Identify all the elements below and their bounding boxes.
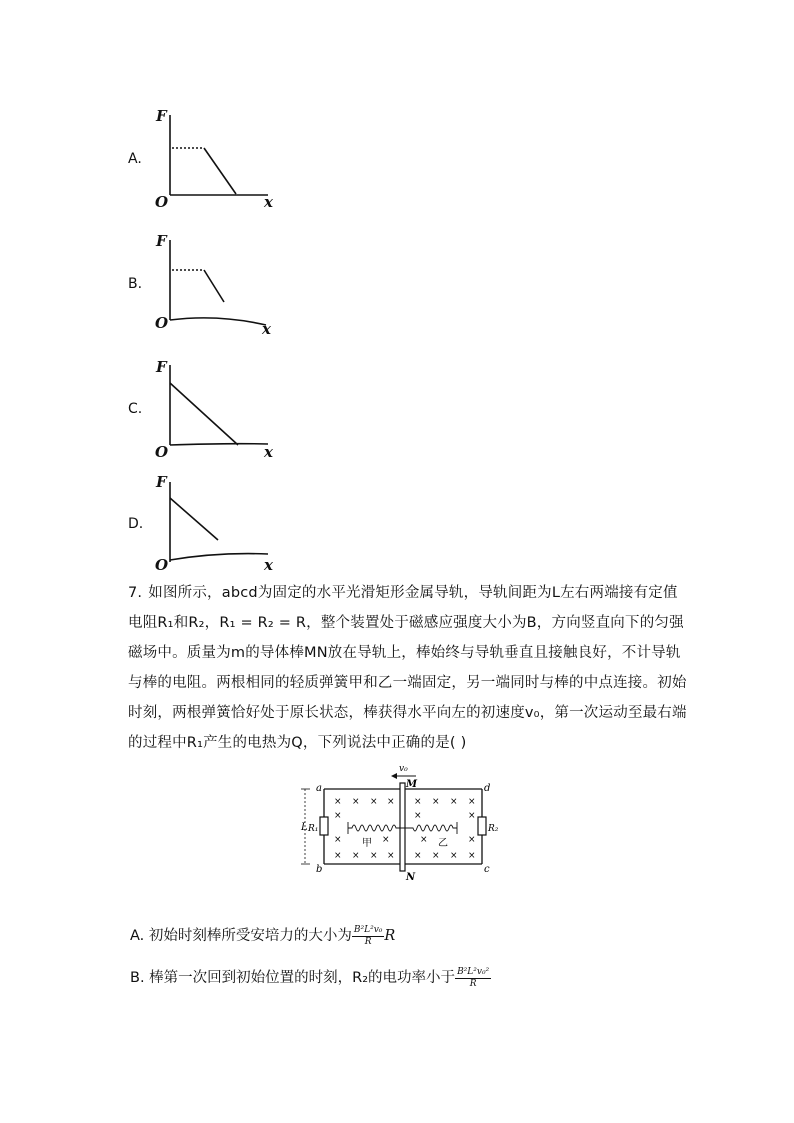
svg-text:O: O bbox=[155, 556, 169, 574]
svg-text:×: × bbox=[387, 851, 395, 861]
velocity-label: v₀ bbox=[399, 764, 408, 774]
svg-text:×: × bbox=[414, 811, 422, 821]
svg-text:a: a bbox=[316, 783, 322, 794]
answer-a-fraction: $\frac{\text{B²L²v₀}}{R}$ bbox=[353, 924, 383, 947]
conducting-rod bbox=[400, 783, 405, 871]
resistor-r2 bbox=[478, 817, 486, 835]
svg-text:O: O bbox=[155, 443, 169, 461]
option-b-graph bbox=[128, 230, 298, 340]
svg-text:×: × bbox=[334, 851, 342, 861]
rail-circuit-diagram bbox=[296, 760, 506, 885]
answer-option-b[interactable] bbox=[130, 966, 491, 990]
svg-text:×: × bbox=[352, 797, 360, 807]
decreasing-segment bbox=[170, 498, 218, 540]
option-c-graph bbox=[128, 355, 298, 465]
svg-text:N: N bbox=[406, 872, 416, 883]
svg-text:R₂: R₂ bbox=[488, 824, 499, 834]
answer-a-text: A. 初始时刻棒所受安培力的大小为 bbox=[130, 928, 352, 944]
spring-left bbox=[348, 822, 405, 834]
answer-option-a[interactable]: A. 初始时刻棒所受安培力的大小为 $\frac{\text{B²L²v₀}}{R}$ R bbox=[130, 924, 396, 947]
svg-text:×: × bbox=[382, 835, 390, 845]
option-d-graph bbox=[128, 470, 298, 580]
spring-right bbox=[405, 822, 457, 834]
svg-text:x: x bbox=[262, 320, 271, 338]
svg-text:×: × bbox=[468, 851, 476, 861]
force-displacement-graph-b bbox=[128, 230, 298, 340]
question-text: 如图所示，abcd为固定的水平光滑矩形金属导轨，导轨间距为L左右两端接有定值电阻R₁和R₂，R₁ = R₂ = R，整个装置处于磁感应强度大小为B，方向竖直向下的匀强磁场中。质量为m的导体棒MN放在导轨上，棒始终与导轨垂直且接触良好，不计导轨与棒的电阻。两根相同的轻质弹簧甲和乙一端固定，另一端同时与棒的中点连接。初始时刻，两根弹簧恰好处于原长状态，棒获得水平向左的初速度v₀，第一次运动至最右端的过程中R₁产生的电热为Q，下列说法中正确的是( ) bbox=[128, 585, 687, 751]
svg-text:×: × bbox=[414, 797, 422, 807]
svg-text:×: × bbox=[370, 797, 378, 807]
answer-b-text: B. 棒第一次回到初始位置的时刻，R₂的电功率小于 bbox=[130, 970, 456, 986]
option-label: D. bbox=[128, 516, 144, 532]
svg-text:O: O bbox=[155, 314, 169, 332]
svg-text:甲: 甲 bbox=[362, 838, 372, 849]
svg-text:×: × bbox=[468, 811, 476, 821]
option-label: A. bbox=[128, 151, 142, 167]
svg-text:×: × bbox=[334, 835, 342, 845]
svg-text:b: b bbox=[316, 864, 323, 875]
svg-text:乙: 乙 bbox=[438, 838, 448, 849]
svg-text:×: × bbox=[468, 835, 476, 845]
option-label: C. bbox=[128, 401, 143, 417]
force-displacement-graph-d bbox=[128, 470, 298, 580]
decreasing-segment bbox=[204, 270, 224, 302]
decreasing-segment bbox=[204, 148, 236, 194]
svg-text:F: F bbox=[156, 107, 167, 125]
question-number: 7. bbox=[128, 585, 143, 601]
svg-text:×: × bbox=[352, 851, 360, 861]
svg-text:F: F bbox=[156, 358, 167, 376]
svg-text:×: × bbox=[370, 851, 378, 861]
answer-b-fraction: $\frac{\text{B²L²v₀²}}{R}$ bbox=[457, 966, 490, 989]
svg-text:×: × bbox=[414, 851, 422, 861]
decreasing-segment bbox=[170, 383, 238, 445]
circuit-figure bbox=[296, 760, 506, 885]
svg-text:×: × bbox=[432, 851, 440, 861]
svg-text:R₁: R₁ bbox=[308, 824, 319, 834]
svg-text:×: × bbox=[334, 811, 342, 821]
force-displacement-graph-c bbox=[128, 355, 298, 465]
force-displacement-graph-a bbox=[128, 105, 298, 215]
resistor-r1 bbox=[320, 817, 328, 835]
option-label: B. bbox=[128, 276, 143, 292]
svg-text:x: x bbox=[264, 193, 273, 211]
svg-text:F: F bbox=[156, 232, 167, 250]
svg-text:F: F bbox=[156, 473, 167, 491]
spacing-label: L bbox=[301, 822, 308, 833]
svg-text:x: x bbox=[264, 443, 273, 461]
svg-text:M: M bbox=[406, 779, 418, 790]
svg-text:×: × bbox=[450, 851, 458, 861]
svg-text:×: × bbox=[432, 797, 440, 807]
svg-text:×: × bbox=[387, 797, 395, 807]
svg-text:×: × bbox=[334, 797, 342, 807]
option-a-graph bbox=[128, 105, 298, 215]
svg-text:O: O bbox=[155, 193, 169, 211]
svg-text:d: d bbox=[484, 783, 491, 794]
svg-text:c: c bbox=[484, 864, 490, 875]
svg-text:x: x bbox=[264, 556, 273, 574]
svg-text:×: × bbox=[468, 797, 476, 807]
question-7 bbox=[128, 578, 688, 758]
svg-text:×: × bbox=[420, 835, 428, 845]
svg-text:×: × bbox=[450, 797, 458, 807]
